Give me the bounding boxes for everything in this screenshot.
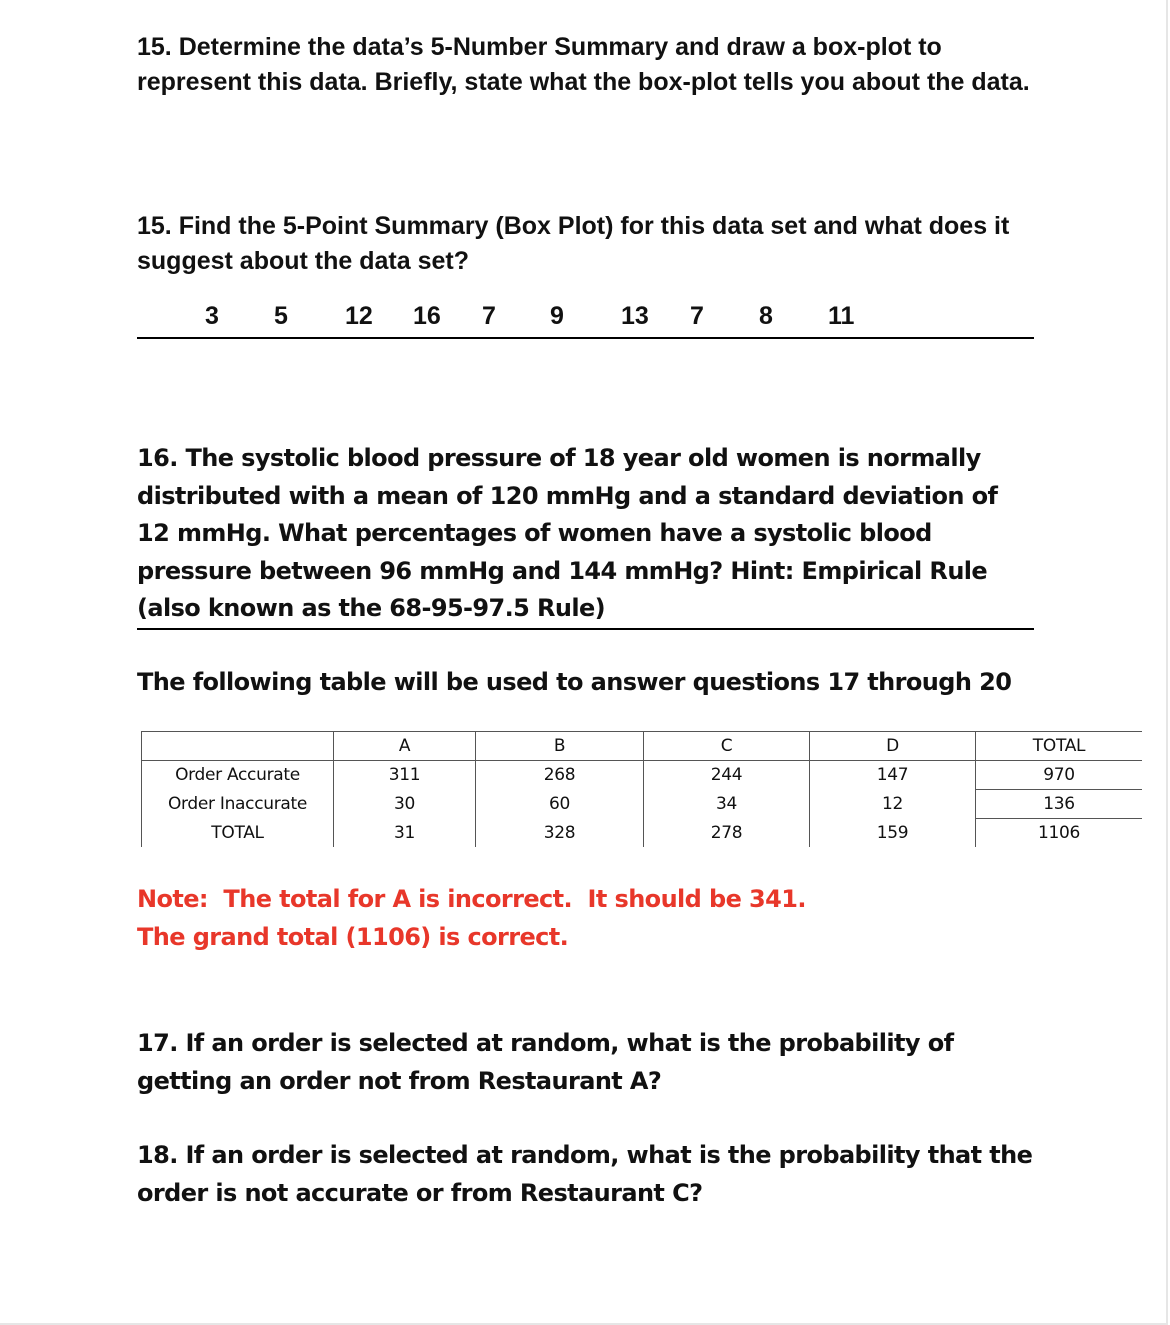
table-cell: 31 [334, 819, 476, 848]
table-row [142, 819, 1143, 848]
data-value: 16 [413, 302, 441, 330]
table-row [142, 790, 1143, 819]
table-cell: 12 [810, 790, 976, 819]
data-value: 7 [690, 302, 704, 330]
table-row-label: Order Inaccurate [142, 790, 334, 819]
table-header-row [142, 732, 1143, 761]
table-header-cell [142, 732, 334, 761]
data-value: 3 [205, 302, 219, 330]
table-cell: 147 [810, 761, 976, 790]
table-row [142, 761, 1143, 790]
note-line-2: The grand total (1106) is correct. [137, 923, 569, 951]
table-cell: 970 [976, 761, 1143, 790]
table-header-cell: A [334, 732, 476, 761]
table-cell: 34 [644, 790, 810, 819]
table-cell: 159 [810, 819, 976, 848]
question-18-probability: 18. If an order is selected at random, what is the probability that the order is not accurate or from Restaurant C? [137, 1141, 1033, 1207]
data-value: 7 [482, 302, 496, 330]
table-row-label: TOTAL [142, 819, 334, 848]
table-intro: The following table will be used to answer questions 17 through 20 [137, 668, 1012, 696]
table-cell: 311 [334, 761, 476, 790]
table-cell: 30 [334, 790, 476, 819]
table-cell: 244 [644, 761, 810, 790]
question-15-five-point-summary: 15. Find the 5-Point Summary (Box Plot) for this data set and what does it suggest about the data set? [137, 212, 1010, 275]
table-cell: 278 [644, 819, 810, 848]
data-value: 8 [759, 302, 773, 330]
table-header-cell: D [810, 732, 976, 761]
table-cell: 268 [476, 761, 644, 790]
data-value: 9 [550, 302, 564, 330]
question-17-probability: 17. If an order is selected at random, what is the probability of getting an order not from Restaurant A? [137, 1029, 954, 1095]
restaurant-orders-table [141, 731, 1142, 847]
question-16-blood-pressure: 16. The systolic blood pressure of 18 year old women is normally distributed with a mean of 120 mmHg and a standard deviation of 12 mmHg. What percentages of women have a systolic blood pressure between 96 mmHg and 144 mmHg? Hint: Empirical Rule (also known as the 68-95-97.5 Rule) [137, 440, 1034, 630]
data-value: 13 [621, 302, 649, 330]
table-header-cell: B [476, 732, 644, 761]
note-line-1: Note: The total for A is incorrect. It should be 341. [137, 885, 806, 913]
data-value: 12 [345, 302, 373, 330]
table-row-label: Order Accurate [142, 761, 334, 790]
data-value: 11 [828, 302, 855, 330]
table-header-cell: TOTAL [976, 732, 1143, 761]
table-cell: 1106 [976, 819, 1143, 848]
data-set-row [137, 299, 1034, 339]
table-header-cell: C [644, 732, 810, 761]
question-15-box-plot: 15. Determine the data’s 5-Number Summary and draw a box-plot to represent this data. Briefly, state what the box-plot tells you about the data. [137, 33, 1030, 96]
correction-note [137, 880, 1037, 956]
table-cell: 136 [976, 790, 1143, 819]
table-cell: 60 [476, 790, 644, 819]
data-value: 5 [274, 302, 288, 330]
table-cell: 328 [476, 819, 644, 848]
